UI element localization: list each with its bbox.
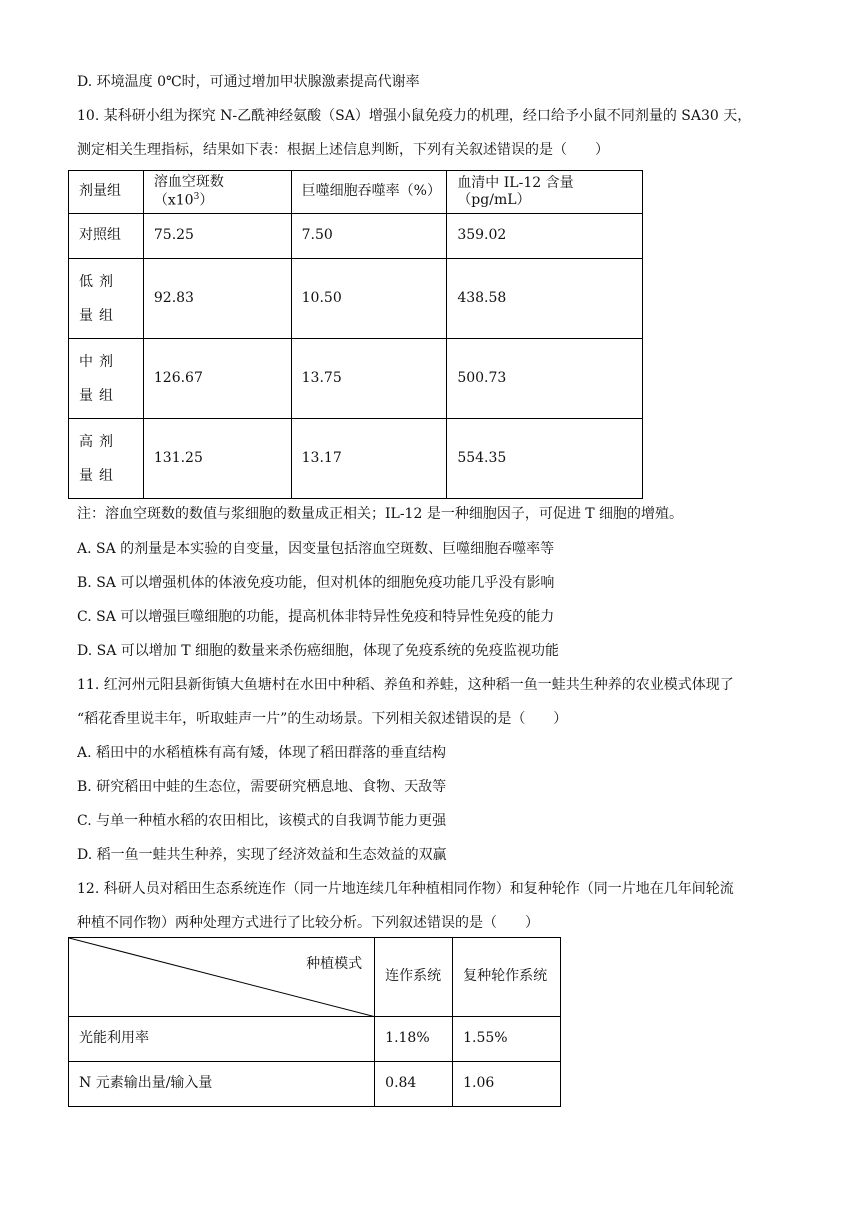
q10-option-c: C. SA 可以增强巨噬细胞的功能，提高机体非特异性免疫和特异性免疫的能力 [77,609,555,625]
q10-cell-mid-il12: 500.73 [447,339,643,419]
q11-stem-line2: “稻花香里说丰年，听取蛙声一片”的生动场景。下列相关叙述错误的是（ ） [77,711,568,727]
q12-cell-light-continuous: 1.18% [375,1017,453,1062]
q10-cell-high-plaque: 131.25 [143,419,291,499]
q12-corner-cell [69,938,375,1017]
q10-header-dose: 剂量组 [69,171,144,214]
table-row [69,1017,561,1062]
q10-stem-line1: 10. 某科研小组为探究 N-乙酰神经氨酸（SA）增强小鼠免疫力的机理，经口给予小鼠不同剂量的 SA30 天， [77,108,752,124]
q9-option-d: D. 环境温度 0℃时，可通过增加甲状腺激素提高代谢率 [77,74,420,90]
q12-table [68,937,561,1107]
q10-option-a: A. SA 的剂量是本实验的自变量，因变量包括溶血空斑数、巨噬细胞吞噬率等 [77,541,555,557]
q10-header-phago: 巨噬细胞吞噬率（%） [291,171,447,214]
q10-cell-mid-plaque: 126.67 [143,339,291,419]
q12-cell-n-label: N 元素输出量/输入量 [69,1062,375,1107]
q12-table-header-row [69,938,561,1017]
q11-option-b: B. 研究稻田中蛙的生态位，需要研究栖息地、食物、天敌等 [77,779,447,795]
q10-table [68,170,643,499]
q10-cell-mid-group: 中剂量组 [69,339,144,419]
q10-option-d: D. SA 可以增加 T 细胞的数量来杀伤癌细胞，体现了免疫系统的免疫监视功能 [77,643,560,659]
q11-option-c: C. 与单一种植水稻的农田相比，该模式的自我调节能力更强 [77,813,447,829]
q12-corner-label: 种植模式 [306,956,363,972]
q10-cell-high-il12: 554.35 [447,419,643,499]
q10-header-il12: 血清中 IL-12 含量（pg/mL） [447,171,643,214]
q12-cell-light-rotation: 1.55% [453,1017,561,1062]
table-row [69,259,643,339]
table-row [69,419,643,499]
q10-cell-control-plaque: 75.25 [143,214,291,259]
q11-stem-line1: 11. 红河州元阳县新街镇大鱼塘村在水田中种稻、养鱼和养蛙，这种稻一鱼一蛙共生种养的农业模式体现了 [77,677,734,693]
q12-cell-n-rotation: 1.06 [453,1062,561,1107]
q10-header-plaque-sup: 3 [193,191,200,202]
q10-header-plaque-close: ） [199,192,214,209]
q12-cell-n-continuous: 0.84 [375,1062,453,1107]
q10-header-plaque [143,171,291,214]
q12-stem-line2: 种植不同作物）两种处理方式进行了比较分析。下列叙述错误的是（ ） [77,915,539,931]
q12-header-continuous: 连作系统 [375,938,453,1017]
q10-note: 注：溶血空斑数的数值与浆细胞的数量成正相关；IL-12 是一种细胞因子，可促进 T 细胞的增殖。 [77,506,684,522]
q10-cell-low-il12: 438.58 [447,259,643,339]
q10-cell-high-group: 高剂量组 [69,419,144,499]
table-row [69,1062,561,1107]
q10-stem-line2: 测定相关生理指标，结果如下表：根据上述信息判断，下列有关叙述错误的是（ ） [77,142,609,158]
table-row [69,339,643,419]
q10-cell-control-group: 对照组 [69,214,144,259]
q10-table-header-row [69,171,643,214]
table-row [69,214,643,259]
q12-stem-line1: 12. 科研人员对稻田生态系统连作（同一片地连续几年种植相同作物）和复种轮作（同一片地在几年间轮流 [77,881,734,897]
q12-header-rotation: 复种轮作系统 [453,938,561,1017]
diagonal-line [69,938,376,1017]
q10-option-b: B. SA 可以增强机体的体液免疫功能，但对机体的细胞免疫功能几乎没有影响 [77,575,555,591]
q11-option-a: A. 稻田中的水稻植株有高有矮，体现了稻田群落的垂直结构 [77,745,447,761]
q10-cell-control-il12: 359.02 [447,214,643,259]
q10-cell-high-phago: 13.17 [291,419,447,499]
q10-cell-mid-phago: 13.75 [291,339,447,419]
q10-cell-low-phago: 10.50 [291,259,447,339]
q11-option-d: D. 稻一鱼一蛙共生种养，实现了经济效益和生态效益的双赢 [77,847,447,863]
q10-cell-low-group: 低剂量组 [69,259,144,339]
q10-header-plaque-text: 溶血空斑数（x10 [153,174,224,209]
q10-cell-control-phago: 7.50 [291,214,447,259]
q12-cell-light-label: 光能利用率 [69,1017,375,1062]
q10-cell-low-plaque: 92.83 [143,259,291,339]
